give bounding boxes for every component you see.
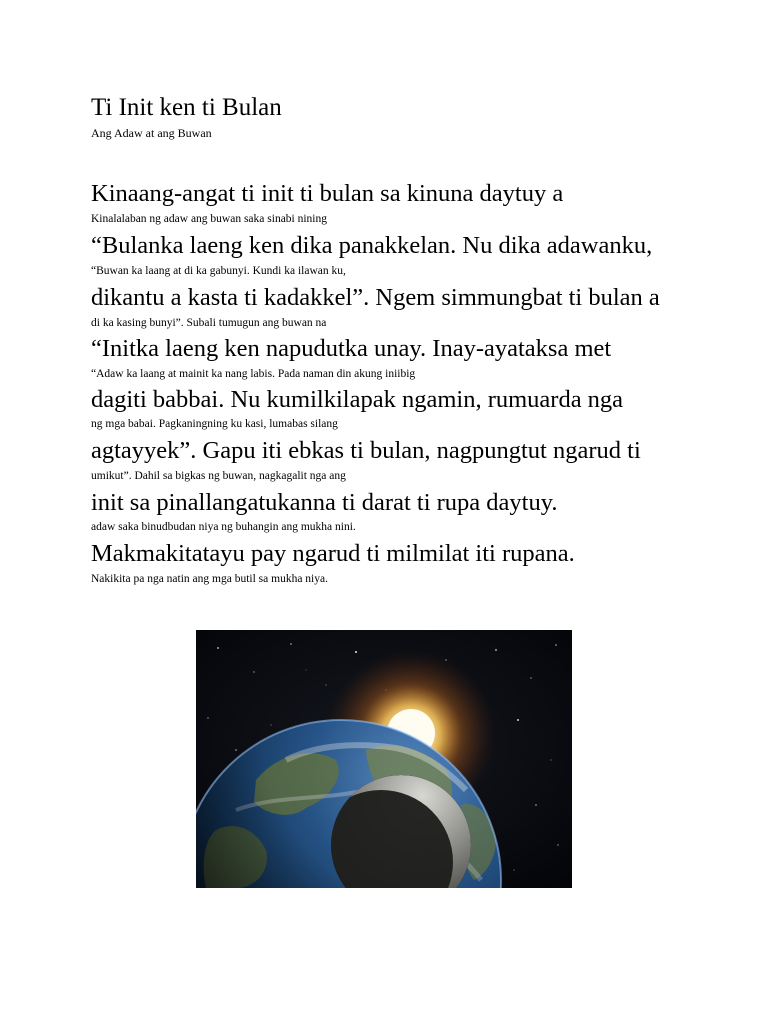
tagalog-line: umikut”. Dahil sa bigkas ng buwan, nagkagalit nga ang <box>91 470 346 482</box>
ilocano-line: “Bulanka laeng ken dika panakkelan. Nu dika adawanku, <box>91 232 653 259</box>
tagalog-line: ng mga babai. Pagkaningning ku kasi, lumabas silang <box>91 418 338 430</box>
tagalog-line: di ka kasing bunyi”. Subali tumugun ang buwan na <box>91 317 327 329</box>
earth-sun-moon-illustration <box>196 630 572 888</box>
document-subtitle: Ang Adaw at ang Buwan <box>91 126 212 140</box>
ilocano-line: init sa pinallangatukanna ti darat ti rupa daytuy. <box>91 489 558 516</box>
ilocano-line: “Initka laeng ken napudutka unay. Inay-ayataksa met <box>91 335 612 362</box>
ilocano-line: agtayyek”. Gapu iti ebkas ti bulan, nagpungtut ngarud ti <box>91 437 641 464</box>
ilocano-line: dikantu a kasta ti kadakkel”. Ngem simmungbat ti bulan a <box>91 284 660 311</box>
tagalog-line: Nakikita pa nga natin ang mga butil sa mukha niya. <box>91 573 328 585</box>
tagalog-line: “Buwan ka laang at di ka gabunyi. Kundi ka ilawan ku, <box>91 265 346 277</box>
eclipse-scene <box>196 630 572 888</box>
document-title: Ti Init ken ti Bulan <box>91 94 282 121</box>
tagalog-line: adaw saka binudbudan niya ng buhangin ang mukha nini. <box>91 521 356 533</box>
tagalog-line: Kinalalaban ng adaw ang buwan saka sinabi nining <box>91 213 328 225</box>
tagalog-line: “Adaw ka laang at mainit ka nang labis. Pada naman din akung iniibig <box>91 368 416 380</box>
ilocano-line: Kinaang-angat ti init ti bulan sa kinuna daytuy a <box>91 180 564 207</box>
ilocano-line: dagiti babbai. Nu kumilkilapak ngamin, rumuarda nga <box>91 386 624 413</box>
ilocano-line: Makmakitatayu pay ngarud ti milmilat iti rupana. <box>91 540 575 567</box>
